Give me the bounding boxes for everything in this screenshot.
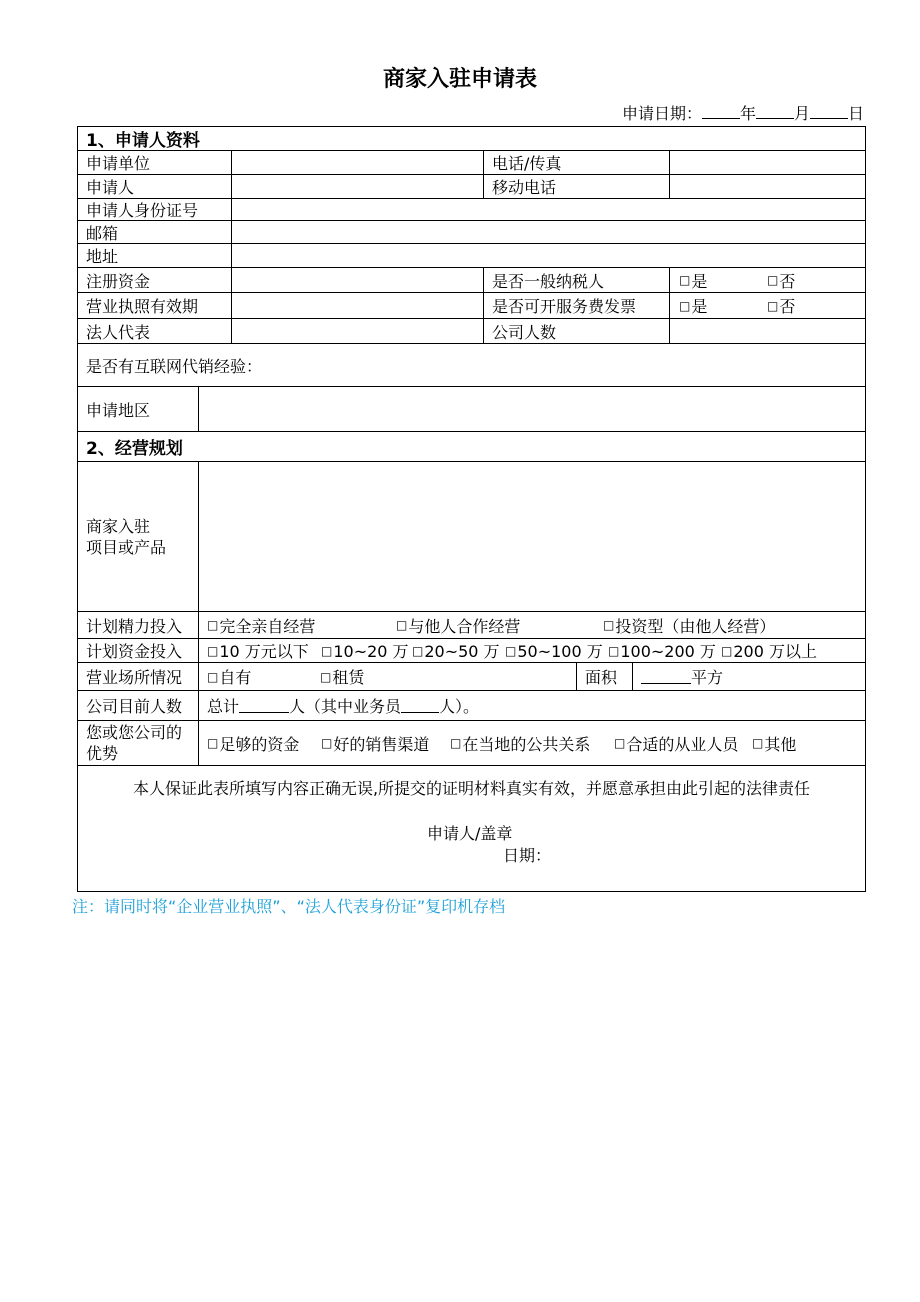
funds-option-3[interactable] <box>412 639 500 662</box>
invoice-yes-option[interactable] <box>679 293 707 318</box>
funds-option-1[interactable] <box>207 639 309 662</box>
address-label: 地址 <box>86 247 119 266</box>
month-label: 月 <box>793 104 810 123</box>
staff-sales-blank[interactable] <box>401 698 439 713</box>
table-row <box>78 244 865 268</box>
project-field[interactable] <box>198 462 865 611</box>
table-row <box>78 663 865 691</box>
table-row <box>78 462 865 612</box>
mobile-field[interactable] <box>669 175 865 198</box>
premises-option-own[interactable] <box>207 663 251 690</box>
email-field[interactable] <box>231 221 865 243</box>
registered-capital-label: 注册资金 <box>86 271 151 291</box>
staff-person-label: 人（其中业务员 <box>289 697 402 716</box>
email-label: 邮箱 <box>86 223 119 243</box>
section2-heading-row <box>78 432 865 462</box>
table-row <box>78 344 865 387</box>
area-unit: 平方 <box>691 668 724 687</box>
table-row <box>78 199 865 221</box>
option-label: 100~200 万 <box>620 642 716 661</box>
date-label: 申请日期： <box>621 104 702 123</box>
table-row <box>78 691 865 721</box>
general-taxpayer-options <box>669 268 865 292</box>
funds-option-4[interactable] <box>505 639 603 662</box>
option-label: 否 <box>779 271 796 291</box>
option-label: 是 <box>691 297 708 316</box>
online-experience-label: 是否有互联网代销经验： <box>86 356 263 376</box>
energy-option-investment[interactable] <box>603 612 775 638</box>
phone-fax-label: 电话/传真 <box>483 151 669 174</box>
checkbox-icon: □ <box>614 736 626 750</box>
funds-option-6[interactable] <box>721 639 817 662</box>
checkbox-icon: □ <box>767 298 779 313</box>
option-label: 完全亲自经营 <box>219 616 316 636</box>
option-label: 200 万以上 <box>733 642 817 661</box>
project-label-line1: 商家入驻 <box>86 516 151 536</box>
phone-fax-field[interactable] <box>669 151 865 174</box>
section1-heading: 1、申请人资料 <box>86 131 200 150</box>
invoice-no-option[interactable] <box>767 293 795 318</box>
day-blank[interactable] <box>810 104 848 119</box>
premises-label: 营业场所情况 <box>86 668 183 687</box>
area-label: 面积 <box>576 663 632 690</box>
option-label: 20~50 万 <box>424 642 500 661</box>
area-blank[interactable] <box>641 669 691 684</box>
legal-rep-field[interactable] <box>231 319 483 343</box>
general-taxpayer-label: 是否一般纳税人 <box>483 268 669 292</box>
day-label: 日 <box>847 104 864 123</box>
table-row <box>78 721 865 766</box>
option-label: 否 <box>779 297 796 316</box>
premises-option-rent[interactable] <box>320 663 364 690</box>
funds-option-5[interactable] <box>608 639 716 662</box>
apply-region-field[interactable] <box>198 387 865 431</box>
energy-label: 计划精力投入 <box>86 616 183 636</box>
option-label: 50~100 万 <box>517 642 603 661</box>
legal-rep-label: 法人代表 <box>86 322 151 342</box>
checkbox-icon: □ <box>207 736 219 750</box>
year-label: 年 <box>739 104 756 123</box>
checkbox-icon: □ <box>321 736 333 750</box>
staff-end-label: 人）。 <box>439 697 480 716</box>
checkbox-icon: □ <box>207 618 219 632</box>
table-row <box>78 268 865 293</box>
advantage-option-channels[interactable] <box>321 721 429 765</box>
applicant-unit-label: 申请单位 <box>86 154 151 173</box>
staff-total-label: 总计 <box>207 697 240 716</box>
checkbox-icon: □ <box>320 669 332 684</box>
table-row <box>78 293 865 319</box>
funds-label: 计划资金投入 <box>86 642 183 661</box>
option-label: 10~20 万 <box>333 642 409 661</box>
address-field[interactable] <box>231 244 865 267</box>
applicant-unit-field[interactable] <box>231 151 483 174</box>
advantage-options <box>198 721 865 765</box>
mobile-label: 移动电话 <box>483 175 669 198</box>
project-label <box>78 462 198 611</box>
advantage-label: 您或您公司的优势 <box>86 723 183 763</box>
id-number-field[interactable] <box>231 199 865 220</box>
checkbox-icon: □ <box>450 736 462 750</box>
table-row <box>78 639 865 663</box>
advantage-option-other[interactable] <box>752 721 796 765</box>
funds-option-2[interactable] <box>321 639 409 662</box>
checkbox-icon: □ <box>608 643 620 658</box>
table-row <box>78 151 865 175</box>
premises-options <box>198 663 576 690</box>
advantage-option-staff[interactable] <box>614 721 738 765</box>
option-label: 是 <box>691 271 708 291</box>
declaration-block <box>78 766 865 891</box>
form-title: 商家入驻申请表 <box>382 67 537 92</box>
license-validity-field[interactable] <box>231 293 483 318</box>
checkbox-icon: □ <box>207 643 219 658</box>
checkbox-icon: □ <box>603 618 615 632</box>
applicant-label: 申请人 <box>86 178 135 197</box>
month-blank[interactable] <box>756 104 794 119</box>
checkbox-icon: □ <box>412 643 424 658</box>
advantage-option-relations[interactable] <box>450 721 590 765</box>
option-label: 合适的从业人员 <box>626 734 739 754</box>
staff-field <box>198 691 865 720</box>
funds-options <box>198 639 865 662</box>
option-label: 在当地的公共关系 <box>462 734 591 754</box>
energy-options <box>198 612 865 638</box>
table-row <box>78 387 865 432</box>
declaration-date-label: 日期： <box>503 846 552 865</box>
declaration-statement: 本人保证此表所填写内容正确无误,所提交的证明材料真实有效，并愿意承担由此引起的法律责任 <box>132 779 811 798</box>
checkbox-icon: □ <box>207 669 219 684</box>
checkbox-icon: □ <box>505 643 517 658</box>
staff-label: 公司目前人数 <box>86 697 183 716</box>
option-label: 其他 <box>764 734 797 754</box>
apply-region-label: 申请地区 <box>86 400 151 420</box>
staff-total-blank[interactable] <box>239 698 289 713</box>
table-row <box>78 319 865 344</box>
checkbox-icon: □ <box>752 736 764 750</box>
table-row <box>78 221 865 244</box>
year-blank[interactable] <box>702 104 740 119</box>
section2-heading: 2、经营规划 <box>86 439 183 459</box>
checkbox-icon: □ <box>679 273 691 287</box>
section1-heading-row <box>78 127 865 151</box>
area-field[interactable] <box>632 663 865 690</box>
checkbox-icon: □ <box>767 273 779 287</box>
applicant-field[interactable] <box>231 175 483 198</box>
license-validity-label: 营业执照有效期 <box>86 297 199 316</box>
option-label: 自有 <box>219 668 252 687</box>
registered-capital-field[interactable] <box>231 268 483 292</box>
checkbox-icon: □ <box>321 643 333 658</box>
energy-option-partner[interactable] <box>396 612 520 638</box>
checkbox-icon: □ <box>679 298 691 313</box>
taxpayer-no-option[interactable] <box>767 268 795 292</box>
company-headcount-field[interactable] <box>669 319 865 343</box>
project-label-line2: 项目或产品 <box>86 537 167 557</box>
option-label: 足够的资金 <box>219 734 300 754</box>
id-number-label: 申请人身份证号 <box>86 201 199 220</box>
energy-option-self[interactable] <box>207 612 315 638</box>
company-headcount-label: 公司人数 <box>483 319 669 343</box>
advantage-option-funds[interactable] <box>207 721 299 765</box>
table-row <box>78 175 865 199</box>
option-label: 与他人合作经营 <box>408 616 521 636</box>
option-label: 好的销售渠道 <box>333 734 430 754</box>
application-date-line <box>622 101 864 124</box>
archive-note: 注：请同时将“企业营业执照”、“法人代表身份证”复印机存档 <box>72 897 506 916</box>
option-label: 租赁 <box>332 668 365 687</box>
online-experience-field[interactable] <box>78 344 865 386</box>
signature-label: 申请人/盖章 <box>427 824 513 843</box>
table-row <box>78 612 865 639</box>
option-label: 10 万元以下 <box>219 642 309 661</box>
checkbox-icon: □ <box>721 643 733 658</box>
application-form <box>77 126 866 892</box>
checkbox-icon: □ <box>396 618 408 632</box>
service-invoice-label: 是否可开服务费发票 <box>483 293 669 318</box>
service-invoice-options <box>669 293 865 318</box>
option-label: 投资型（由他人经营） <box>615 616 776 636</box>
taxpayer-yes-option[interactable] <box>679 268 707 292</box>
